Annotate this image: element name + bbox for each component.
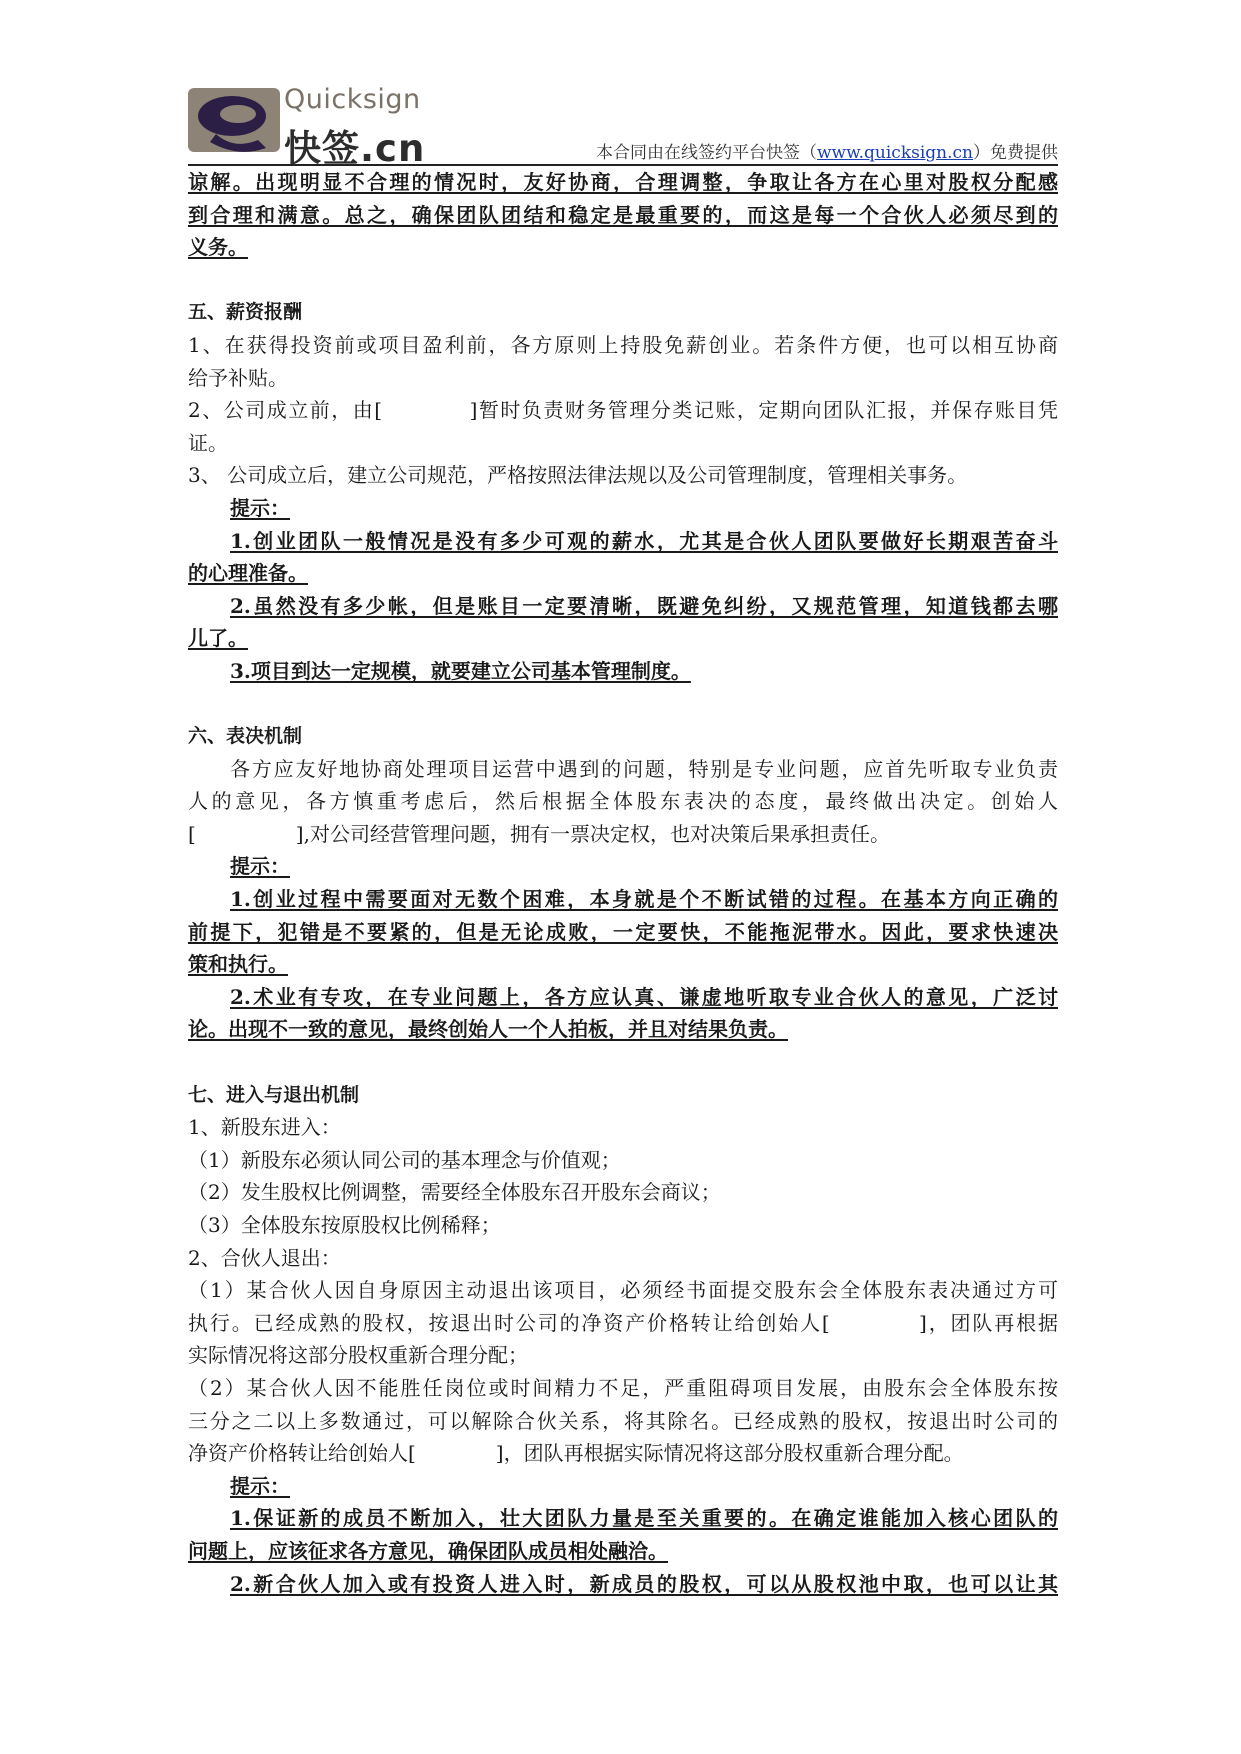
section-heading: 五、薪资报酬 [188, 301, 303, 324]
text-line: 1、新股东进入： [188, 1115, 341, 1140]
text-line: （2）发生股权比例调整，需要经全体股东召开股东会商议； [188, 1180, 721, 1205]
section-heading: 六、表决机制 [188, 725, 303, 748]
text-line: （1）某合伙人因自身原因主动退出该项目，必须经书面提交股东会全体股东表决通过方可 [188, 1278, 1058, 1303]
tip-line: 的心理准备。 [188, 561, 308, 586]
brand-name-en: Quicksign [284, 84, 421, 115]
tip-line: 2.虽然没有多少帐，但是账目一定要清晰，既避免纠纷，又规范管理，知道钱都去哪 [230, 593, 1058, 618]
header-notice [596, 138, 1058, 163]
text-line: 2、合伙人退出： [188, 1245, 341, 1270]
tip-line: 论。出现不一致的意见，最终创始人一个人拍板，并且对结果负责。 [188, 1017, 788, 1042]
tip-line: 问题上，应该征求各方意见，确保团队成员相处融洽。 [188, 1538, 668, 1563]
text-line: 实际情况将这部分股权重新合理分配； [188, 1343, 528, 1368]
text-line: （2）某合伙人因不能胜任岗位或时间精力不足，严重阻碍项目发展，由股东会全体股东按 [188, 1375, 1058, 1400]
tip-line: 1.保证新的成员不断加入，壮大团队力量是至关重要的。在确定谁能加入核心团队的 [230, 1506, 1058, 1531]
section-heading: 七、进入与退出机制 [188, 1083, 360, 1106]
text-line: 2、公司成立前，由[ ]暂时负责财务管理分类记账，定期向团队汇报，并保存账目凭 [188, 398, 1058, 423]
brand-name-cn: 快签.cn [284, 127, 426, 170]
text-line: 1、在获得投资前或项目盈利前，各方原则上持股免薪创业。若条件方便，也可以相互协商 [188, 332, 1058, 357]
page-header [188, 84, 1058, 170]
tip-label: 提示： [230, 854, 290, 879]
text-line: 证。 [188, 430, 228, 455]
blank-line [188, 1046, 1058, 1079]
tip-label: 提示： [230, 495, 290, 520]
blank-line [188, 688, 1058, 721]
text-line: 到合理和满意。总之，确保团队团结和稳定是最重要的，而这是每一个合伙人必须尽到的 [188, 202, 1058, 227]
tip-line: 儿了。 [188, 626, 248, 651]
tip-label: 提示： [230, 1473, 290, 1498]
text-line: 执行。已经成熟的股权，按退出时公司的净资产价格转让给创始人[ ]，团队再根据 [188, 1310, 1058, 1335]
notice-suffix: ）免费提供 [973, 143, 1058, 163]
notice-prefix: 本合同由在线签约平台快签（ [596, 143, 817, 163]
tip-line: 1.创业团队一般情况是没有多少可观的薪水，尤其是合伙人团队要做好长期艰苦奋斗 [230, 528, 1058, 553]
text-line: 净资产价格转让给创始人[ ]，团队再根据实际情况将这部分股权重新合理分配。 [188, 1441, 964, 1466]
tip-line: 1.创业过程中需要面对无数个困难，本身就是个不断试错的过程。在基本方向正确的 [230, 887, 1058, 912]
text-line: 三分之二以上多数通过，可以解除合伙关系，将其除名。已经成熟的股权，按退出时公司的 [188, 1408, 1058, 1433]
text-line: 谅解。出现明显不合理的情况时，友好协商，合理调整，争取让各方在心里对股权分配感 [188, 170, 1058, 194]
quicksign-logo [188, 84, 448, 170]
text-line: 义务。 [188, 235, 248, 260]
tip-line: 2.新合伙人加入或有投资人进入时，新成员的股权，可以从股权池中取，也可以让其 [230, 1571, 1058, 1596]
text-line: （3）全体股东按原股权比例稀释； [188, 1213, 501, 1237]
quicksign-link[interactable]: www.quicksign.cn [817, 143, 973, 163]
tip-line: 策和执行。 [188, 952, 288, 977]
text-line: （1）新股东必须认同公司的基本理念与价值观； [188, 1147, 621, 1172]
tip-line: 前提下，犯错是不要紧的，但是无论成败，一定要快，不能拖泥带水。因此，要求快速决 [188, 919, 1058, 944]
tip-line: 2.术业有专攻，在专业问题上，各方应认真、谦虚地听取专业合伙人的意见，广泛讨 [230, 984, 1058, 1009]
tip-line: 3.项目到达一定规模，就要建立公司基本管理制度。 [230, 658, 691, 683]
text-line: 各方应友好地协商处理项目运营中遇到的问题，特别是专业问题，应首先听取专业负责 [230, 756, 1058, 781]
text-line: 人的意见，各方慎重考虑后，然后根据全体股东表决的态度，最终做出决定。创始人 [188, 789, 1058, 814]
blank-line [188, 264, 1058, 297]
text-line: 给予补贴。 [188, 365, 288, 390]
quicksign-logo-icon [188, 88, 280, 152]
text-line: [ ],对公司经营管理问题，拥有一票决定权，也对决策后果承担责任。 [188, 821, 890, 846]
document-body [188, 166, 1058, 1600]
text-line: 3、 公司成立后，建立公司规范，严格按照法律法规以及公司管理制度，管理相关事务。 [188, 463, 968, 488]
